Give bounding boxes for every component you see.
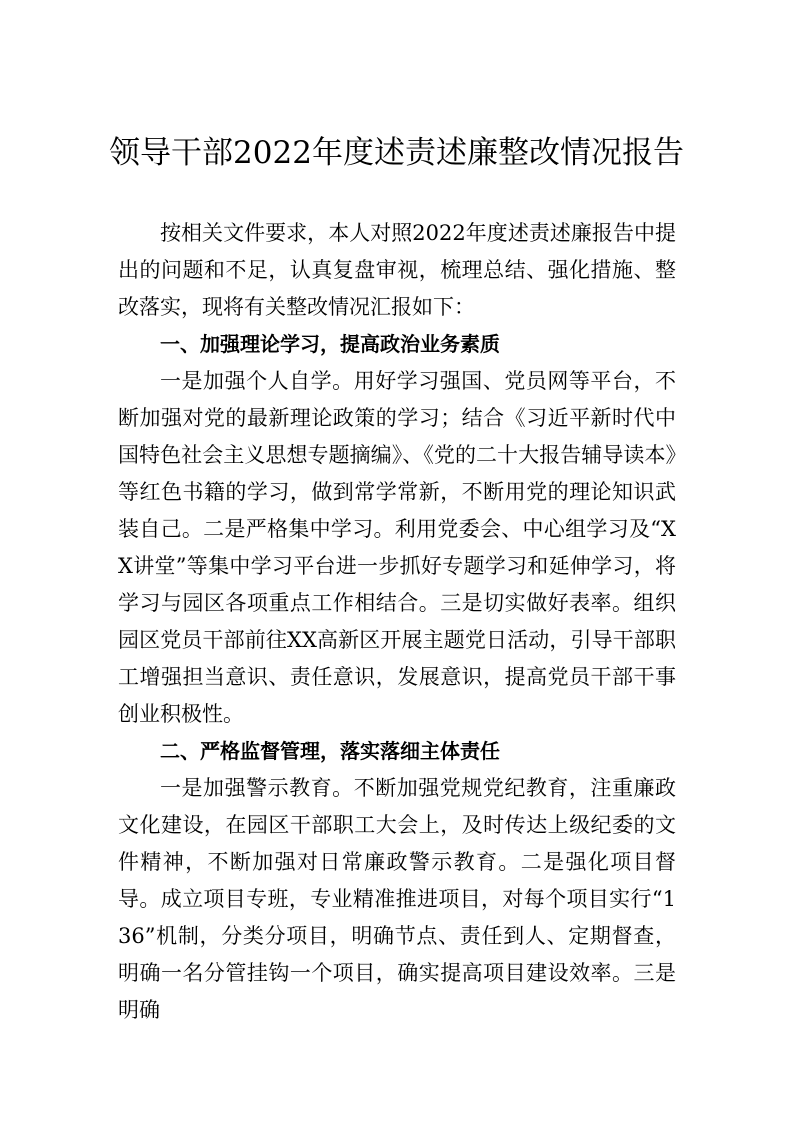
section-paragraph-1: 一是加强个人自学。用好学习强国、党员网等平台，不断加强对党的最新理论政策的学习；结合《习近平新时代中国特色社会主义思想专题摘编》、《党的二十大报告辅导读本》等红色书籍的学习，做到常学常新，不断用党的理论知识武装自己。二是严格集中学习。利用党委会、中心组学习及“XX讲堂”等集中学习平台进一步抓好专题学习和延伸学习，将学习与园区各项重点工作相结合。三是切实做好表率。组织园区党员干部前往XX高新区开展主题党日活动，引导干部职工增强担当意识、责任意识，发展意识，提高党员干部干事创业积极性。: [118, 369, 676, 726]
section-heading-2: 二、严格监督管理，落实落细主体责任: [160, 739, 500, 763]
section-heading-1: 一、加强理论学习，提高政治业务素质: [160, 332, 500, 356]
document-body: [118, 215, 676, 1029]
intro-paragraph: 按相关文件要求，本人对照2022年度述责述廉报告中提出的问题和不足，认真复盘审视，梳理总结、强化措施、整改落实，现将有关整改情况汇报如下：: [118, 221, 676, 319]
document-title: 领导干部2022年度述责述廉整改情况报告: [109, 135, 684, 171]
section-paragraph-2: 一是加强警示教育。不断加强党规党纪教育，注重廉政文化建设，在园区干部职工大会上，及时传达上级纪委的文件精神，不断加强对日常廉政警示教育。二是强化项目督导。成立项目专班，专业精准推进项目，对每个项目实行“136”机制，分类分项目，明确节点、责任到人、定期督查，明确一名分管挂钩一个项目，确实提高项目建设效率。三是明确: [118, 776, 676, 1022]
